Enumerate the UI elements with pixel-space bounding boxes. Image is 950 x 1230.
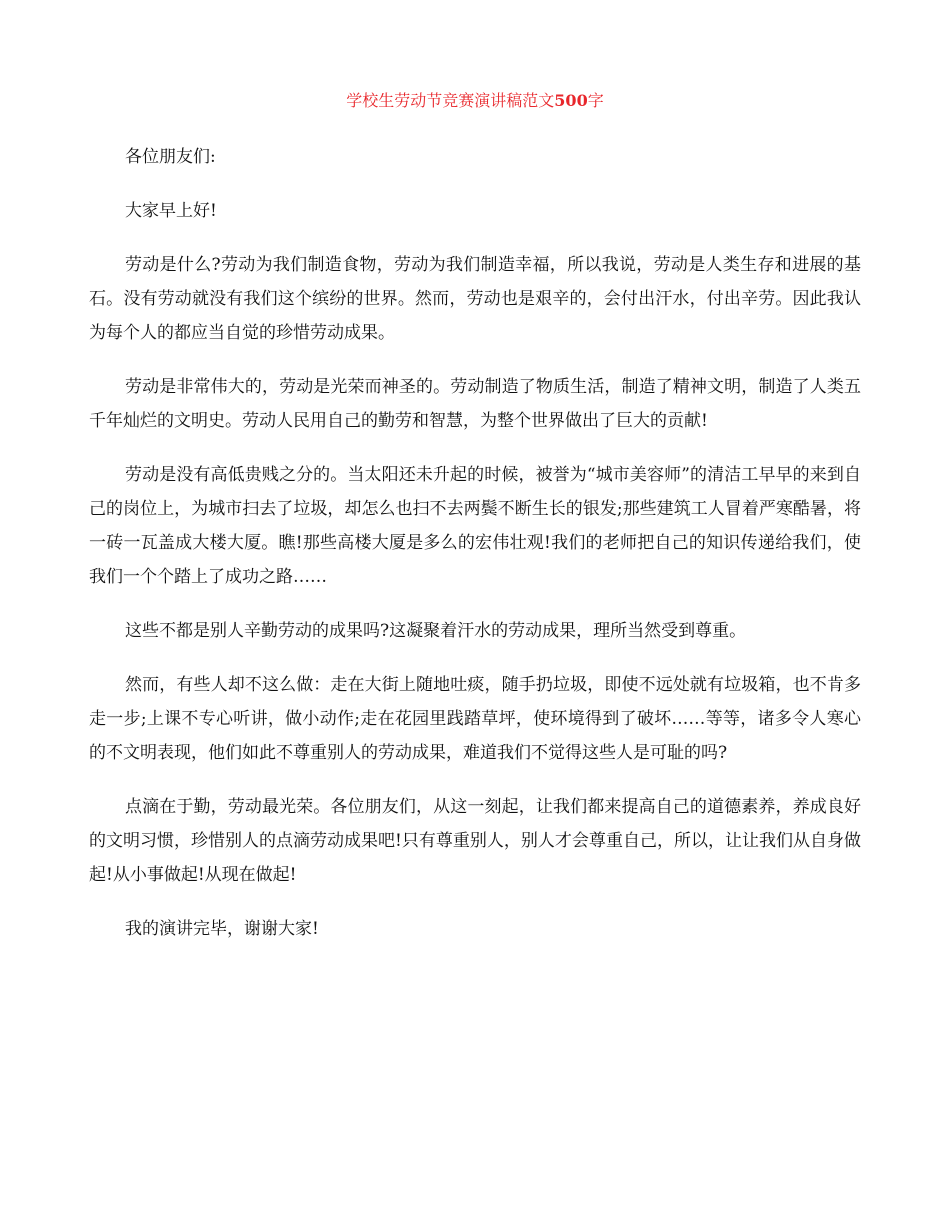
salutation-paragraph: 大家早上好! [125, 201, 217, 221]
body-paragraph: 劳动是没有高低贵贱之分的。当太阳还未升起的时候，被誉为“城市美容师”的清洁工早早的来到自己的岗位上，为城市扫去了垃圾，却怎么也扫不去两鬓不断生长的银发;那些建筑工人冒着严寒酷暑，将一砖一瓦盖成大楼大厦。瞧!那些高楼大厦是多么的宏伟壮观!我们的老师把自己的知识传递给我们，使我们一个个踏上了成功之路…… [89, 465, 861, 587]
greeting-paragraph: 各位朋友们: [125, 147, 216, 167]
body-paragraph: 然而，有些人却不这么做：走在大街上随地吐痰，随手扔垃圾，即使不远处就有垃圾箱，也不肯多走一步;上课不专心听讲，做小动作;走在花园里践踏草坪，使环境得到了破坏……等等，诸多令人寒心的不文明表现，他们如此不尊重别人的劳动成果，难道我们不觉得这些人是可耻的吗? [89, 675, 861, 763]
title-prefix: 学校生劳动节竞赛演讲稿范文 [346, 91, 555, 110]
title-number: 500 [554, 91, 588, 110]
body-paragraph: 劳动是什么?劳动为我们制造食物，劳动为我们制造幸福，所以我说，劳动是人类生存和进展的基石。没有劳动就没有我们这个缤纷的世界。然而，劳动也是艰辛的，会付出汗水，付出辛劳。因此我认为每个人的都应当自觉的珍惜劳动成果。 [89, 255, 861, 343]
body-paragraph: 这些不都是别人辛勤劳动的成果吗?这凝聚着汗水的劳动成果，理所当然受到尊重。 [125, 621, 747, 641]
closing-paragraph: 我的演讲完毕，谢谢大家! [125, 919, 319, 939]
document-title [0, 90, 950, 112]
title-suffix: 字 [587, 91, 604, 110]
document-body [89, 140, 861, 966]
body-paragraph: 点滴在于勤，劳动最光荣。各位朋友们，从这一刻起，让我们都来提高自己的道德素养，养成良好的文明习惯，珍惜别人的点滴劳动成果吧!只有尊重别人，别人才会尊重自己，所以，让让我们从自身做起!从小事做起!从现在做起! [89, 797, 861, 885]
body-paragraph: 劳动是非常伟大的，劳动是光荣而神圣的。劳动制造了物质生活，制造了精神文明，制造了人类五千年灿烂的文明史。劳动人民用自己的勤劳和智慧，为整个世界做出了巨大的贡献! [89, 377, 861, 431]
